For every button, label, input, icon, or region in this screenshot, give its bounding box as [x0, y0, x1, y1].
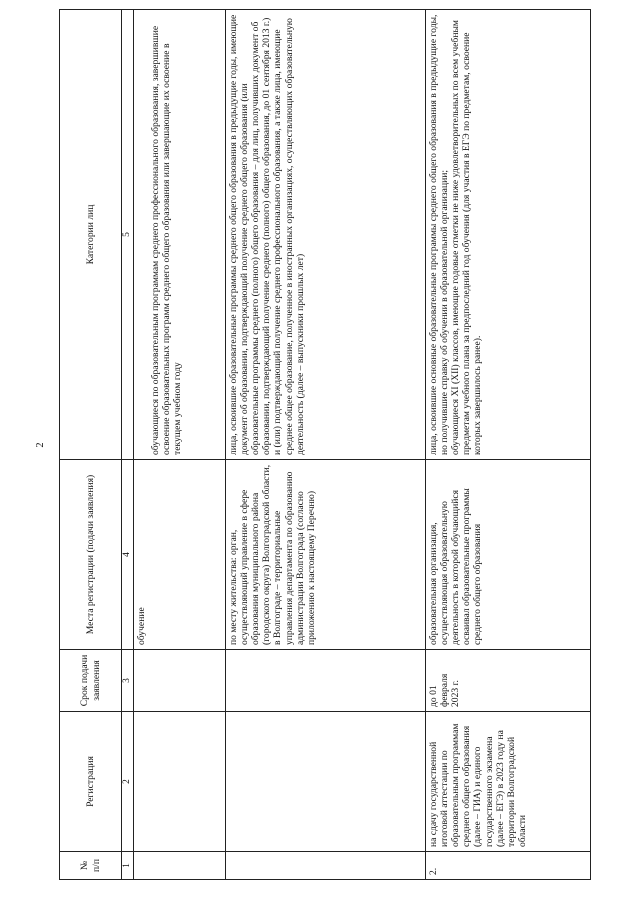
- table-cell: [225, 650, 425, 712]
- row-number: 2.: [425, 852, 590, 880]
- registration-cell: на сдачу государственной итоговой аттестации по образовательным программам среднего общего образования (далее – ГИА) и единого государственного экзамена (далее – ЕГЭ) в 2023 году на территории Волгоградской области: [425, 712, 590, 852]
- table-cell: [133, 650, 225, 712]
- column-index-cell: 1: [122, 852, 134, 880]
- header-num: № п/п: [60, 852, 122, 880]
- deadline-cell: до 01 февраля 2023 г.: [425, 650, 590, 712]
- category-cell: [425, 10, 590, 460]
- header-registration: Регистрация: [60, 712, 122, 852]
- header-categories: Категории лиц: [60, 10, 122, 460]
- category-text: обучающиеся по образовательным программам среднего профессионального образования, завершившие освоение образовательных программ среднего общего образования или завершающие их освоение в текущем учебном году: [149, 25, 184, 455]
- category-text: обучающиеся XI (XII) классов, имеющие годовые отметки не ниже удовлетворительных по всем учебным предметам учебного плана за предпоследний год обучения (для участия в ЕГЭ по предметам, освоение которых завершилось ранее).: [450, 20, 484, 455]
- table-row: [425, 10, 590, 880]
- place-cell: образовательная организация, осуществляющая образовательную деятельность в которой обучающийся осваивал образовательные программы среднего общего образования: [425, 460, 590, 650]
- rotated-landscape-content: [35, 10, 601, 880]
- column-index-row: [122, 10, 134, 880]
- category-cell: лица, освоившие образовательные программы среднего общего образования в предыдущие годы, имеющие документ об образовании, подтверждающий получение среднего общего образования (или образовательные программы среднего (полного) общего образования – для лиц, получивших документ об образовании, подтверждающий получение среднего (полного) общего образования, до 01 сентября 2013 г.) и (или) подтверждающий получение среднего профессионального образования, а также лица, имеющие среднее общее образование, полученное в иностранных организациях, осуществляющих образовательную деятельность (далее – выпускники прошлых лет): [225, 10, 425, 460]
- column-index-cell: 3: [122, 650, 134, 712]
- column-index-cell: 2: [122, 712, 134, 852]
- table-cell: [133, 852, 225, 880]
- column-index-cell: 5: [122, 10, 134, 460]
- category-cell: [133, 10, 225, 460]
- header-row: [60, 10, 122, 880]
- table-cell: [225, 712, 425, 852]
- header-deadline: Срок подачи заявления: [60, 650, 122, 712]
- registration-table: [59, 9, 591, 880]
- page-number: 2: [35, 442, 46, 448]
- place-cell: по месту жительства: орган, осуществляющий управление в сфере образования муниципального района (городского округа) Волгоградской области, в Волгограде – территориальные управления департамента по образованию администрации Волгограда (согласно приложению к настоящему Перечню): [225, 460, 425, 650]
- table-row: [133, 10, 225, 880]
- header-places: Места регистрации (подачи заявления): [60, 460, 122, 650]
- category-text: лица, освоившие основные образовательные программы среднего общего образования в предыдущие годы, но получившие справку об обучении в образовательной организации;: [427, 14, 451, 455]
- table-cell: [225, 852, 425, 880]
- column-index-cell: 4: [122, 460, 134, 650]
- table-row: [225, 10, 425, 880]
- table-cell: [133, 712, 225, 852]
- place-cell: обучение: [133, 460, 225, 650]
